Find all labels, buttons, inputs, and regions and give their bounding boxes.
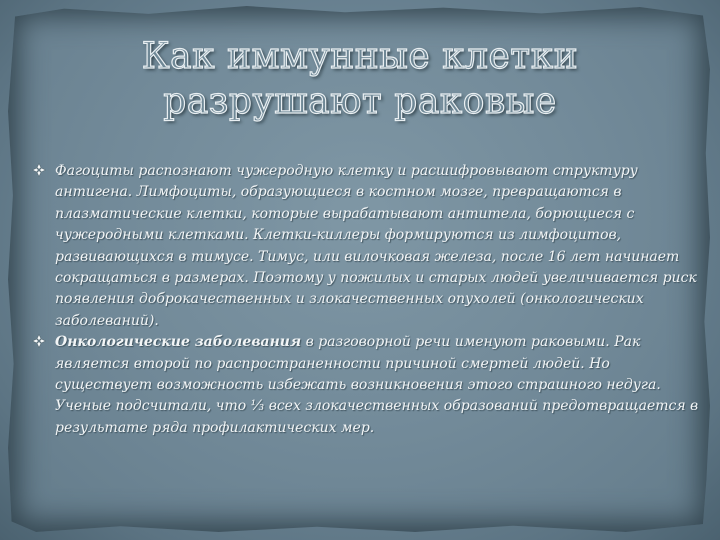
bullet-item-oncology: [32, 332, 704, 439]
bullet-rest: в разговорной речи именуют раковыми. Рак является второй по распространенности причиной смертей людей. Но существует возможность избежать возникновения этого страшного недуга. Ученые подсчитали, что ⅓ всех злокачественных образований предотвращается в результате ряда профилактических мер.: [55, 334, 699, 436]
title-line-2: разрушают раковые: [163, 81, 557, 122]
diamond-bullet-icon: [32, 163, 46, 177]
diamond-bullet-icon: [32, 334, 46, 348]
bullet-text: Фагоциты распознают чужеродную клетку и расшифровывают структуру антигена. Лимфоциты, образующиеся в костном мозге, превращаются в плазматические клетки, которые вырабатывают антитела, борющиеся с чужеродными клетками. Клетки-киллеры формируются из лимфоцитов, развивающихся в тимусе. Тимус, или вилочковая железа, после 16 лет начинает сокращаться в размерах. Поэтому у пожилых и старых людей увеличивается риск появления доброкачественных и злокачественных опухолей (онкологических заболеваний).: [55, 163, 697, 329]
slide-title: [20, 34, 700, 124]
bullet-item-phagocytes: [32, 161, 704, 332]
bullet-list: [32, 161, 704, 439]
bullet-strong-term: Онкологические заболевания: [55, 334, 302, 351]
bullet-text: [55, 332, 704, 439]
title-line-1: Как иммунные клетки: [141, 36, 579, 77]
